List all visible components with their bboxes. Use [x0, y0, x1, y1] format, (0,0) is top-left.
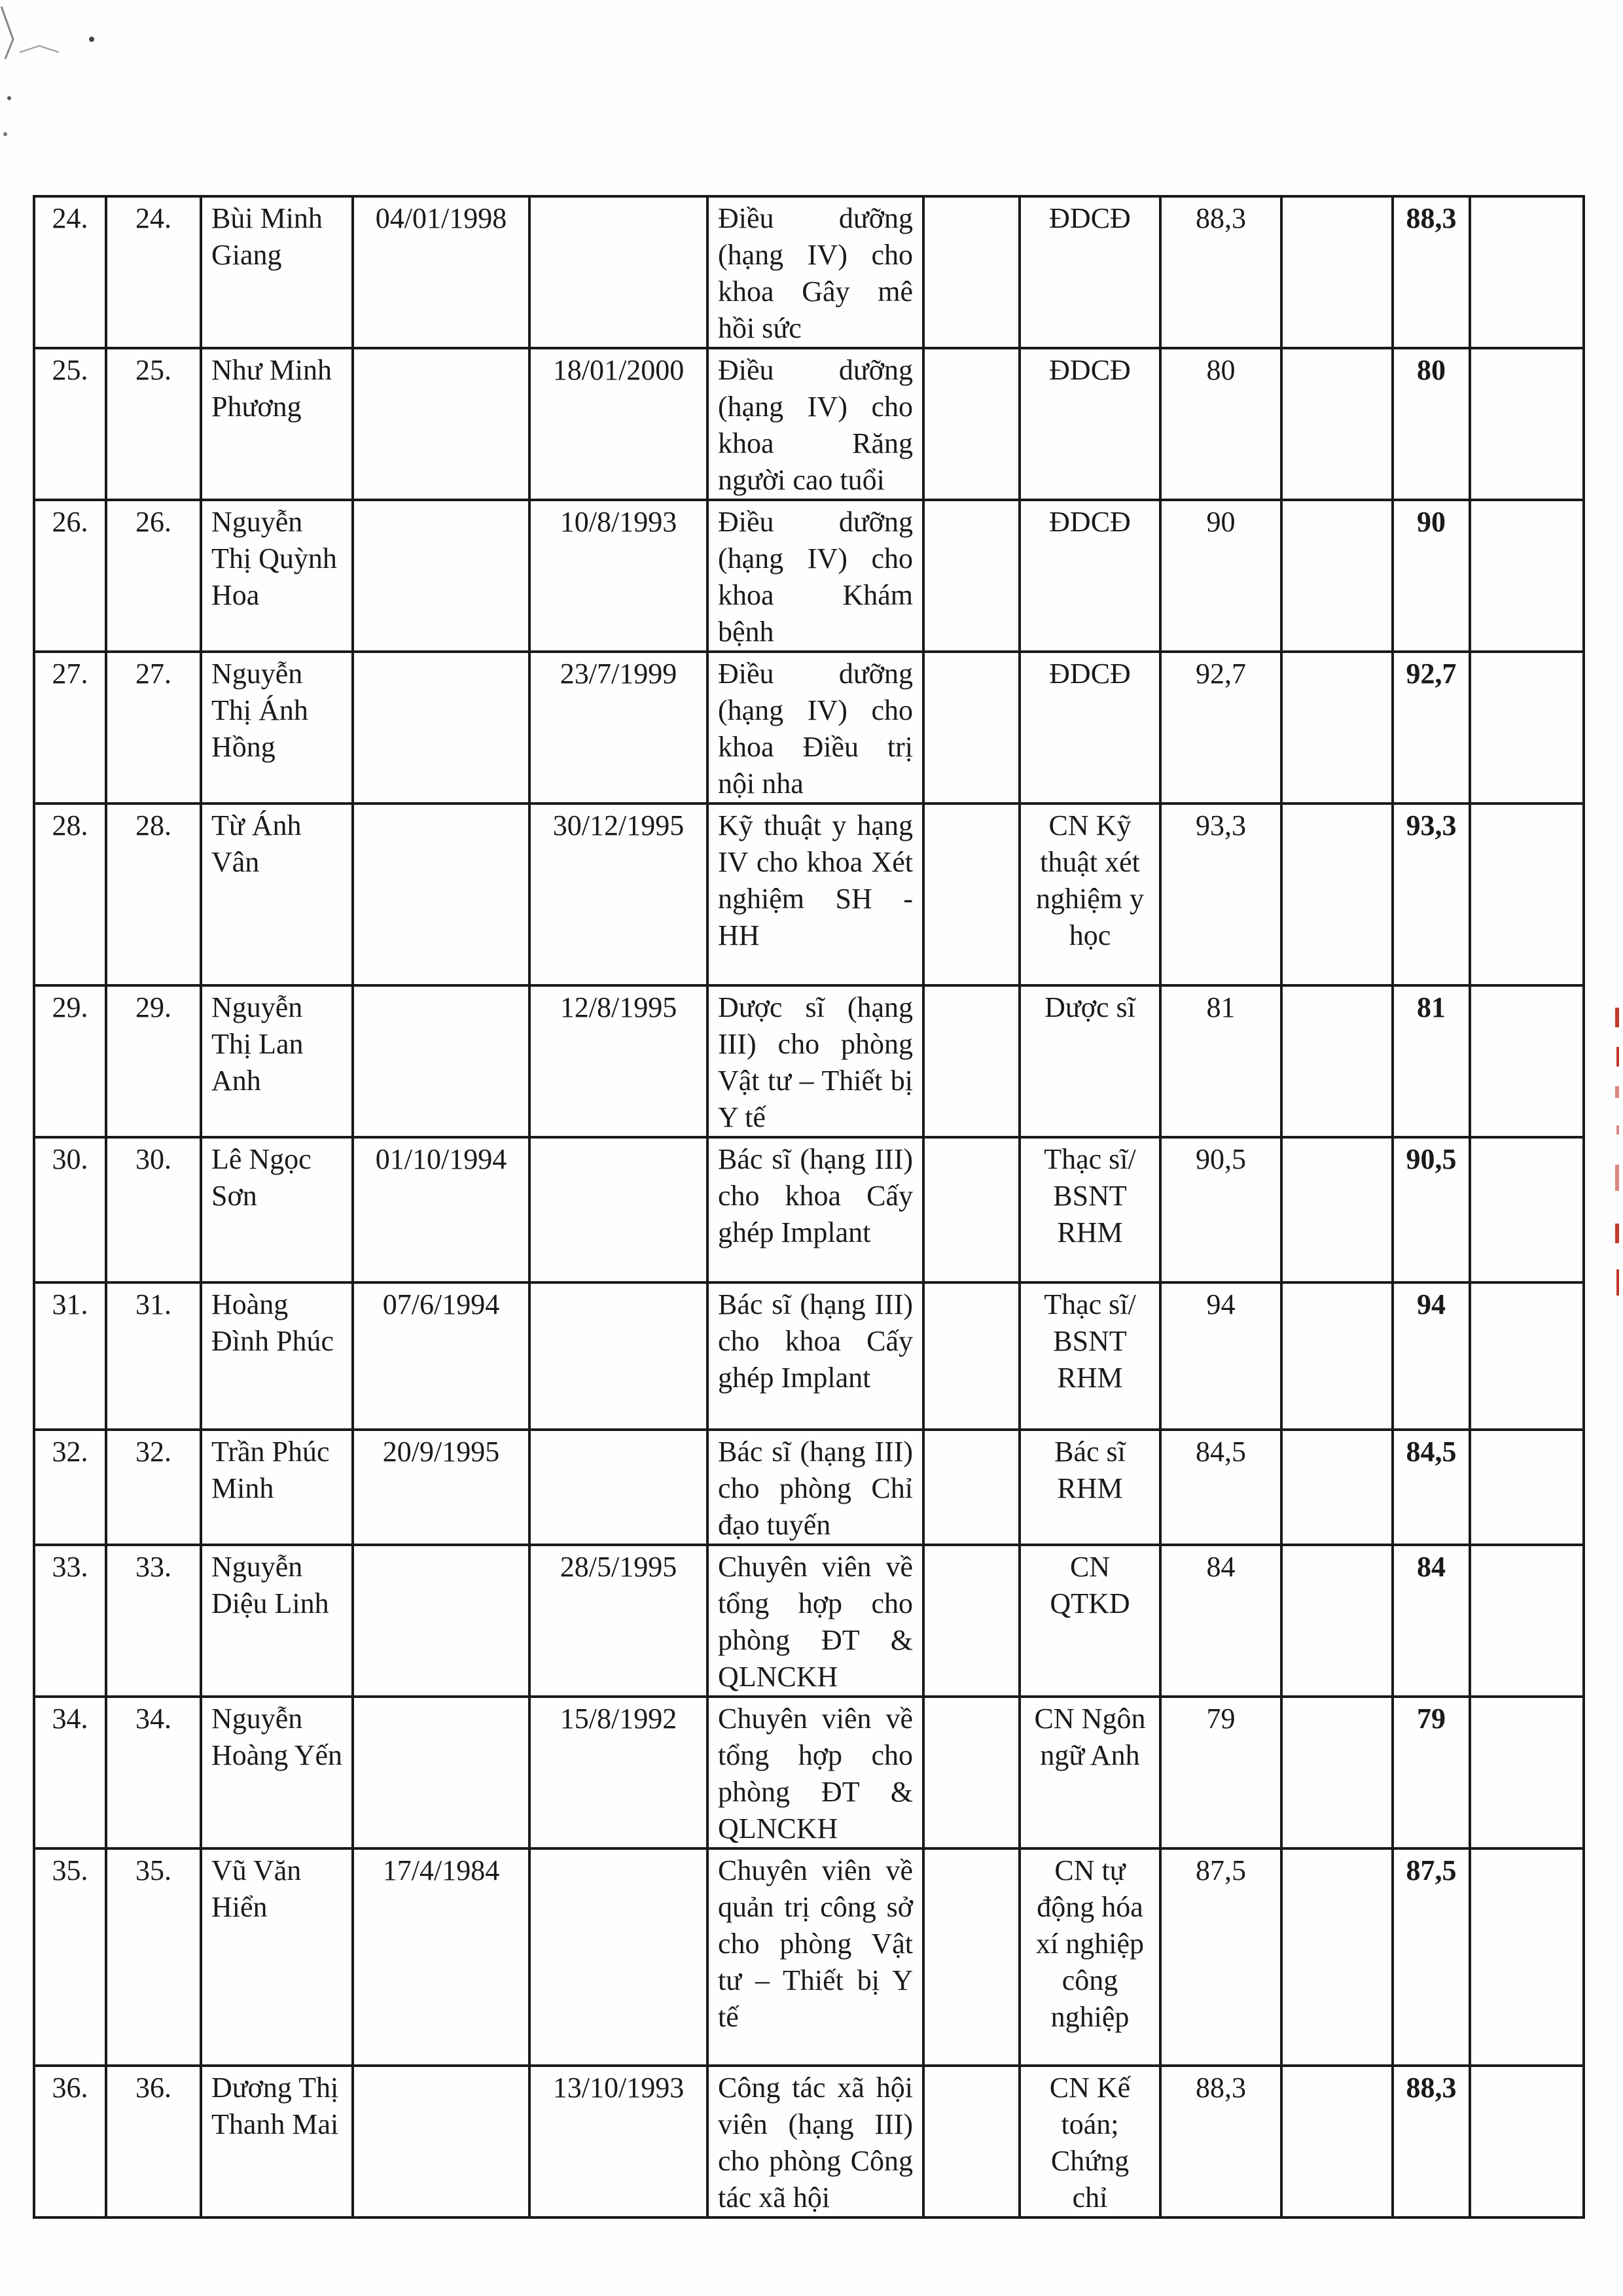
- priority-points: [1281, 1848, 1393, 2066]
- table-row: [34, 196, 1584, 348]
- exam-score: 87,5: [1160, 1848, 1281, 2066]
- results-table-wrapper: [33, 195, 1582, 2219]
- total-score: 88,3: [1393, 2066, 1470, 2217]
- total-score: 79: [1393, 1697, 1470, 1848]
- total-score: 84,5: [1393, 1430, 1470, 1545]
- table-row: [34, 985, 1584, 1137]
- note: [1470, 1137, 1584, 1282]
- candidate-name: Vũ Văn Hiển: [201, 1848, 353, 2066]
- row-number: 28.: [34, 804, 106, 985]
- candidate-name: Nguyễn Hoàng Yến: [201, 1697, 353, 1848]
- candidate-number: 36.: [106, 2066, 201, 2217]
- priority-points: [1281, 500, 1393, 652]
- results-table: [33, 195, 1585, 2219]
- row-number: 29.: [34, 985, 106, 1137]
- qualification: Bác sĩ RHM: [1020, 1430, 1160, 1545]
- exam-score: 81: [1160, 985, 1281, 1137]
- table-row: [34, 1697, 1584, 1848]
- total-score: 90,5: [1393, 1137, 1470, 1282]
- table-row: [34, 2066, 1584, 2217]
- total-score: 88,3: [1393, 196, 1470, 348]
- candidate-name: Từ Ánh Vân: [201, 804, 353, 985]
- priority-points: [1281, 348, 1393, 500]
- dob-male: [353, 985, 529, 1137]
- row-number: 34.: [34, 1697, 106, 1848]
- empty-cell: [923, 2066, 1020, 2217]
- dob-female: [529, 1137, 707, 1282]
- empty-cell: [923, 1697, 1020, 1848]
- candidate-name: Dương Thị Thanh Mai: [201, 2066, 353, 2217]
- dob-male: 04/01/1998: [353, 196, 529, 348]
- applied-position: Bác sĩ (hạng III) cho khoa Cấy ghép Implant: [707, 1282, 923, 1430]
- priority-points: [1281, 1697, 1393, 1848]
- candidate-name: Lê Ngọc Sơn: [201, 1137, 353, 1282]
- priority-points: [1281, 652, 1393, 804]
- note: [1470, 985, 1584, 1137]
- note: [1470, 1282, 1584, 1430]
- note: [1470, 1697, 1584, 1848]
- candidate-number: 33.: [106, 1545, 201, 1697]
- priority-points: [1281, 1430, 1393, 1545]
- row-number: 35.: [34, 1848, 106, 2066]
- table-row: [34, 1282, 1584, 1430]
- total-score: 93,3: [1393, 804, 1470, 985]
- qualification: ĐDCĐ: [1020, 196, 1160, 348]
- exam-score: 84: [1160, 1545, 1281, 1697]
- priority-points: [1281, 1137, 1393, 1282]
- note: [1470, 196, 1584, 348]
- applied-position: Kỹ thuật y hạng IV cho khoa Xét nghiệm SH - HH: [707, 804, 923, 985]
- empty-cell: [923, 1848, 1020, 2066]
- note: [1470, 348, 1584, 500]
- total-score: 81: [1393, 985, 1470, 1137]
- dob-male: [353, 1697, 529, 1848]
- qualification: ĐDCĐ: [1020, 652, 1160, 804]
- empty-cell: [923, 1545, 1020, 1697]
- applied-position: Công tác xã hội viên (hạng III) cho phòng Công tác xã hội: [707, 2066, 923, 2217]
- row-number: 30.: [34, 1137, 106, 1282]
- exam-score: 88,3: [1160, 196, 1281, 348]
- dob-female: [529, 1848, 707, 2066]
- dob-female: 15/8/1992: [529, 1697, 707, 1848]
- note: [1470, 1430, 1584, 1545]
- candidate-number: 25.: [106, 348, 201, 500]
- row-number: 32.: [34, 1430, 106, 1545]
- candidate-number: 26.: [106, 500, 201, 652]
- dob-male: [353, 1545, 529, 1697]
- applied-position: Bác sĩ (hạng III) cho phòng Chỉ đạo tuyến: [707, 1430, 923, 1545]
- candidate-name: Nguyễn Diệu Linh: [201, 1545, 353, 1697]
- candidate-number: 30.: [106, 1137, 201, 1282]
- note: [1470, 804, 1584, 985]
- applied-position: Điều dưỡng (hạng IV) cho khoa Gây mê hồi sức: [707, 196, 923, 348]
- qualification: ĐDCĐ: [1020, 500, 1160, 652]
- candidate-number: 27.: [106, 652, 201, 804]
- candidate-number: 32.: [106, 1430, 201, 1545]
- dob-male: [353, 2066, 529, 2217]
- table-row: [34, 348, 1584, 500]
- empty-cell: [923, 985, 1020, 1137]
- candidate-number: 24.: [106, 196, 201, 348]
- margin-stamp-fragment: [1611, 1008, 1623, 1309]
- candidate-name: Nguyễn Thị Lan Anh: [201, 985, 353, 1137]
- candidate-number: 35.: [106, 1848, 201, 2066]
- empty-cell: [923, 804, 1020, 985]
- table-row: [34, 652, 1584, 804]
- note: [1470, 652, 1584, 804]
- applied-position: Điều dưỡng (hạng IV) cho khoa Khám bệnh: [707, 500, 923, 652]
- exam-score: 90: [1160, 500, 1281, 652]
- candidate-number: 34.: [106, 1697, 201, 1848]
- candidate-name: Hoàng Đình Phúc: [201, 1282, 353, 1430]
- candidate-number: 28.: [106, 804, 201, 985]
- applied-position: Điều dưỡng (hạng IV) cho khoa Điều trị nội nha: [707, 652, 923, 804]
- dob-male: [353, 500, 529, 652]
- dob-female: 12/8/1995: [529, 985, 707, 1137]
- note: [1470, 500, 1584, 652]
- qualification: CN Kỹ thuật xét nghiệm y học: [1020, 804, 1160, 985]
- empty-cell: [923, 500, 1020, 652]
- table-row: [34, 1545, 1584, 1697]
- row-number: 33.: [34, 1545, 106, 1697]
- table-row: [34, 1430, 1584, 1545]
- dob-male: 17/4/1984: [353, 1848, 529, 2066]
- priority-points: [1281, 985, 1393, 1137]
- candidate-name: Nguyễn Thị Quỳnh Hoa: [201, 500, 353, 652]
- exam-score: 79: [1160, 1697, 1281, 1848]
- applied-position: Bác sĩ (hạng III) cho khoa Cấy ghép Implant: [707, 1137, 923, 1282]
- exam-score: 93,3: [1160, 804, 1281, 985]
- candidate-name: Như Minh Phương: [201, 348, 353, 500]
- qualification: CN Kế toán; Chứng chỉ: [1020, 2066, 1160, 2217]
- dob-female: 30/12/1995: [529, 804, 707, 985]
- dob-male: [353, 348, 529, 500]
- candidate-name: Bùi Minh Giang: [201, 196, 353, 348]
- dob-female: [529, 1282, 707, 1430]
- qualification: CN Ngôn ngữ Anh: [1020, 1697, 1160, 1848]
- priority-points: [1281, 196, 1393, 348]
- row-number: 25.: [34, 348, 106, 500]
- priority-points: [1281, 1545, 1393, 1697]
- exam-score: 88,3: [1160, 2066, 1281, 2217]
- exam-score: 92,7: [1160, 652, 1281, 804]
- dob-female: 18/01/2000: [529, 348, 707, 500]
- qualification: ĐDCĐ: [1020, 348, 1160, 500]
- scan-artifact: [0, 0, 105, 144]
- total-score: 94: [1393, 1282, 1470, 1430]
- qualification: CN tự động hóa xí nghiệp công nghiệp: [1020, 1848, 1160, 2066]
- exam-score: 84,5: [1160, 1430, 1281, 1545]
- candidate-name: Trần Phúc Minh: [201, 1430, 353, 1545]
- qualification: Dược sĩ: [1020, 985, 1160, 1137]
- priority-points: [1281, 804, 1393, 985]
- table-row: [34, 804, 1584, 985]
- candidate-name: Nguyễn Thị Ánh Hồng: [201, 652, 353, 804]
- candidate-number: 29.: [106, 985, 201, 1137]
- dob-male: 07/6/1994: [353, 1282, 529, 1430]
- empty-cell: [923, 1282, 1020, 1430]
- exam-score: 94: [1160, 1282, 1281, 1430]
- empty-cell: [923, 652, 1020, 804]
- dob-male: [353, 652, 529, 804]
- dob-female: 10/8/1993: [529, 500, 707, 652]
- empty-cell: [923, 348, 1020, 500]
- dob-female: 28/5/1995: [529, 1545, 707, 1697]
- dob-female: [529, 1430, 707, 1545]
- exam-score: 90,5: [1160, 1137, 1281, 1282]
- qualification: Thạc sĩ/ BSNT RHM: [1020, 1282, 1160, 1430]
- dob-female: 23/7/1999: [529, 652, 707, 804]
- table-row: [34, 500, 1584, 652]
- dob-male: [353, 804, 529, 985]
- total-score: 84: [1393, 1545, 1470, 1697]
- applied-position: Chuyên viên về tổng hợp cho phòng ĐT & QLNCKH: [707, 1545, 923, 1697]
- qualification: Thạc sĩ/ BSNT RHM: [1020, 1137, 1160, 1282]
- empty-cell: [923, 1430, 1020, 1545]
- candidate-number: 31.: [106, 1282, 201, 1430]
- note: [1470, 1848, 1584, 2066]
- row-number: 24.: [34, 196, 106, 348]
- note: [1470, 1545, 1584, 1697]
- table-row: [34, 1848, 1584, 2066]
- dob-male: 01/10/1994: [353, 1137, 529, 1282]
- row-number: 36.: [34, 2066, 106, 2217]
- dob-female: 13/10/1993: [529, 2066, 707, 2217]
- dob-female: [529, 196, 707, 348]
- empty-cell: [923, 196, 1020, 348]
- applied-position: Dược sĩ (hạng III) cho phòng Vật tư – Thiết bị Y tế: [707, 985, 923, 1137]
- applied-position: Chuyên viên về quản trị công sở cho phòng Vật tư – Thiết bị Y tế: [707, 1848, 923, 2066]
- total-score: 90: [1393, 500, 1470, 652]
- total-score: 92,7: [1393, 652, 1470, 804]
- total-score: 80: [1393, 348, 1470, 500]
- total-score: 87,5: [1393, 1848, 1470, 2066]
- table-row: [34, 1137, 1584, 1282]
- priority-points: [1281, 2066, 1393, 2217]
- exam-score: 80: [1160, 348, 1281, 500]
- note: [1470, 2066, 1584, 2217]
- applied-position: Chuyên viên về tổng hợp cho phòng ĐT & QLNCKH: [707, 1697, 923, 1848]
- row-number: 27.: [34, 652, 106, 804]
- applied-position: Điều dưỡng (hạng IV) cho khoa Răng người cao tuổi: [707, 348, 923, 500]
- priority-points: [1281, 1282, 1393, 1430]
- qualification: CN QTKD: [1020, 1545, 1160, 1697]
- row-number: 31.: [34, 1282, 106, 1430]
- row-number: 26.: [34, 500, 106, 652]
- dob-male: 20/9/1995: [353, 1430, 529, 1545]
- empty-cell: [923, 1137, 1020, 1282]
